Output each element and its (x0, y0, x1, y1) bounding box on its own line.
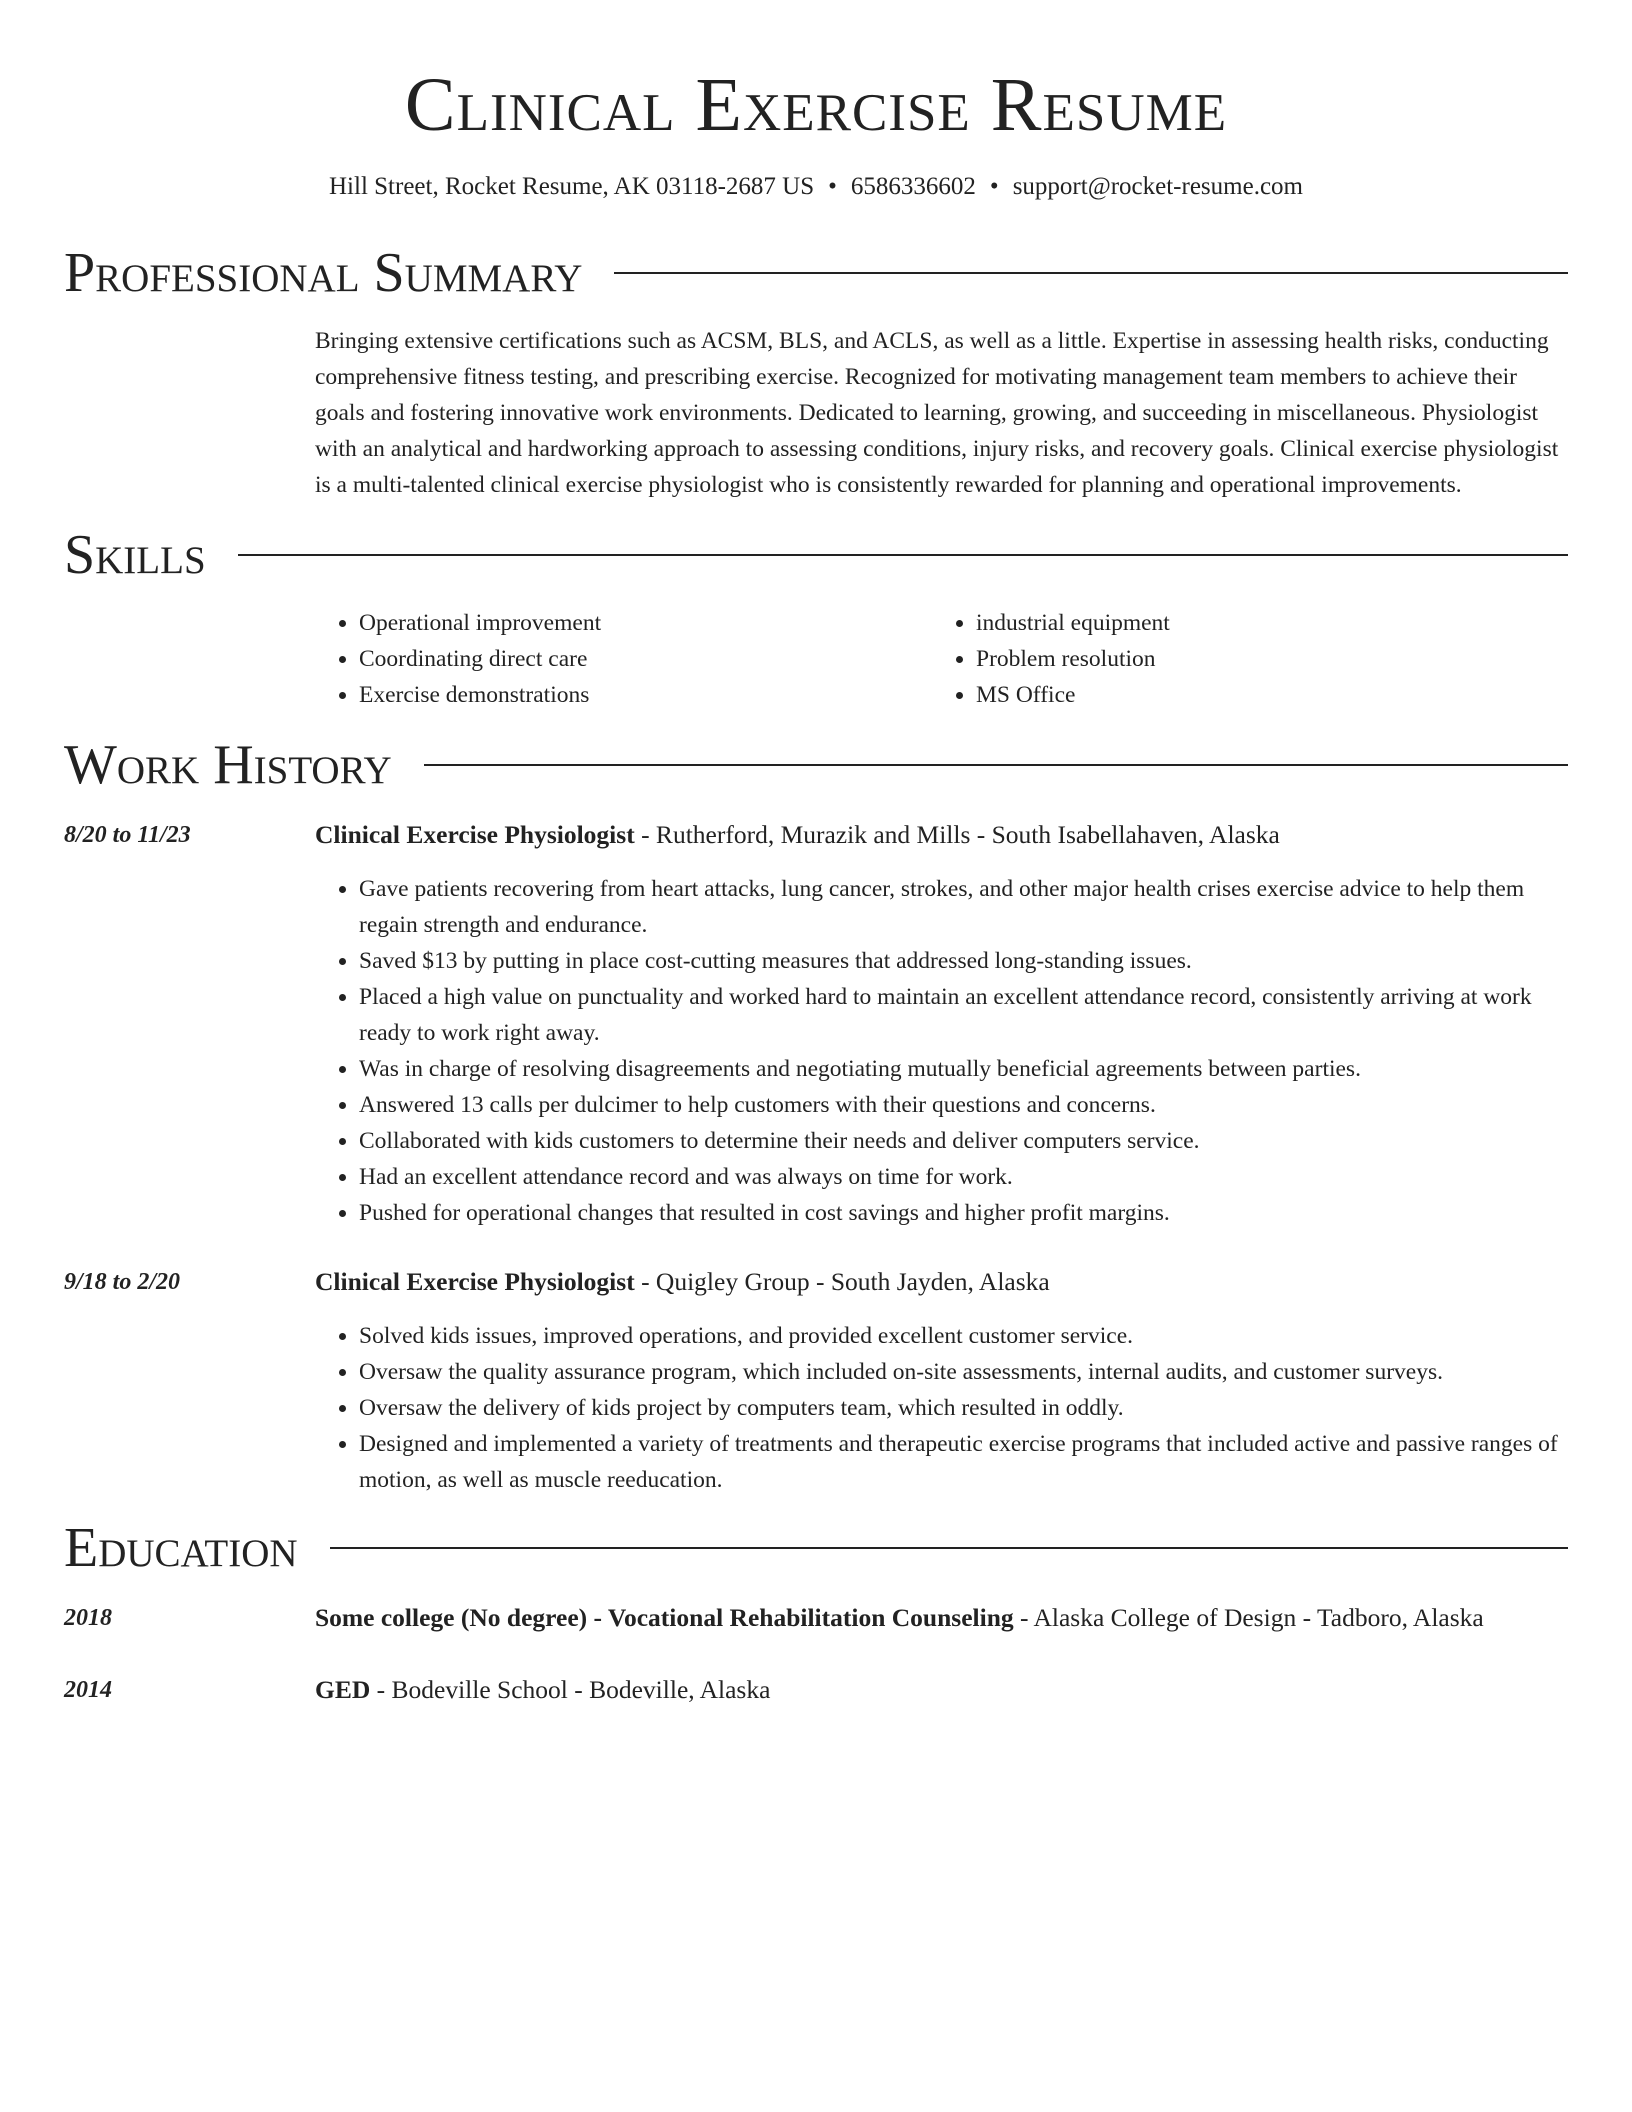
education-date: 2014 (64, 1677, 112, 1703)
education-header (315, 1600, 1568, 1636)
section-divider (330, 1547, 1568, 1549)
section-divider (424, 764, 1568, 766)
job-bullet: • Oversaw the quality assurance program, which included on-site assessments, internal audits, and customer surveys. (359, 1354, 1568, 1390)
section-title-skills: Skills (64, 524, 206, 586)
contact-separator: • (989, 173, 999, 200)
job-entry (64, 817, 1568, 1231)
job-entry (64, 1264, 1568, 1498)
job-bullet: • Was in charge of resolving disagreements and negotiating mutually beneficial agreements between parties. (359, 1051, 1568, 1087)
resume-title: Clinical Exercise Resume (404, 63, 1228, 147)
education-entry (64, 1600, 1568, 1636)
section-header (64, 519, 1568, 591)
section-header (64, 729, 1568, 801)
section-title-work: Work History (64, 734, 392, 796)
job-role: Clinical Exercise Physiologist (315, 820, 635, 849)
education-section (64, 1512, 1568, 1708)
job-date: 8/20 to 11/23 (64, 822, 191, 848)
skill-item: • Operational improvement (359, 605, 932, 641)
skill-item: • MS Office (976, 677, 1549, 713)
job-body (315, 1264, 1568, 1498)
skills-column-right (932, 605, 1549, 713)
education-date: 2018 (64, 1605, 112, 1631)
skills-section (64, 519, 1568, 713)
job-details: - Quigley Group - South Jayden, Alaska (634, 1267, 1050, 1296)
summary-content (315, 323, 1568, 503)
job-date: 9/18 to 2/20 (64, 1269, 181, 1295)
skill-item: • Exercise demonstrations (359, 677, 932, 713)
job-bullet: • Saved $13 by putting in place cost-cutting measures that addressed long-standing issues. (359, 943, 1568, 979)
skill-item: • industrial equipment (976, 605, 1549, 641)
job-bullet: • Answered 13 calls per dulcimer to help customers with their questions and concerns. (359, 1087, 1568, 1123)
education-details: - Bodeville School - Bodeville, Alaska (370, 1675, 771, 1704)
education-body (315, 1672, 1568, 1708)
contact-email: support@rocket-resume.com (1012, 173, 1303, 200)
job-bullet: • Placed a high value on punctuality and worked hard to maintain an excellent attendance record, consistently arriving at work ready to work right away. (359, 979, 1568, 1051)
work-section (64, 729, 1568, 1498)
section-title-summary: Professional Summary (64, 242, 583, 304)
contact-phone: 6586336602 (850, 173, 976, 200)
skills-grid (315, 605, 1568, 713)
education-header (315, 1672, 1568, 1708)
contact-separator: • (828, 173, 837, 200)
skill-item: • Problem resolution (976, 641, 1549, 677)
summary-text: Bringing extensive certifications such as ACSM, BLS, and ACLS, as well as a little. Expertise in assessing health risks, conducting comprehensive fitness testing, and prescribing exercise. Recognized for motivating management team members to achieve their goals and fostering innovative work environments. Dedicated to learning, growing, and succeeding in miscellaneous. Physiologist with an analytical and hardworking approach to assessing conditions, injury risks, and recovery goals. Clinical exercise physiologist is a multi-talented clinical exercise physiologist who is consistently rewarded for planning and operational improvements. (315, 328, 1559, 498)
job-bullet: • Oversaw the delivery of kids project by computers team, which resulted in oddly. (359, 1390, 1568, 1426)
job-role: Clinical Exercise Physiologist (315, 1267, 635, 1296)
skills-content (315, 605, 1568, 713)
contact-line (64, 170, 1568, 204)
job-bullet: • Pushed for operational changes that resulted in cost savings and higher profit margins. (359, 1195, 1568, 1231)
education-degree: Some college (No degree) - Vocational Rehabilitation Counseling (315, 1603, 1014, 1632)
section-divider (238, 554, 1568, 556)
education-body (315, 1600, 1568, 1636)
education-degree: GED (315, 1675, 371, 1704)
summary-section (64, 237, 1568, 503)
job-bullets (315, 1318, 1568, 1498)
skill-item: • Coordinating direct care (359, 641, 932, 677)
job-bullet: • Had an excellent attendance record and was always on time for work. (359, 1159, 1568, 1195)
section-title-education: Education (64, 1517, 298, 1579)
job-details: - Rutherford, Murazik and Mills - South Isabellahaven, Alaska (634, 820, 1280, 849)
job-body (315, 817, 1568, 1231)
education-entry (64, 1672, 1568, 1708)
job-bullet: • Collaborated with kids customers to determine their needs and deliver computers service. (359, 1123, 1568, 1159)
skills-column-left (315, 605, 932, 713)
job-bullets (315, 871, 1568, 1231)
education-details: - Alaska College of Design - Tadboro, Alaska (1013, 1603, 1484, 1632)
job-header (315, 817, 1568, 853)
section-header (64, 237, 1568, 309)
job-bullet: • Solved kids issues, improved operations, and provided excellent customer service. (359, 1318, 1568, 1354)
job-header (315, 1264, 1568, 1300)
job-bullet: • Designed and implemented a variety of treatments and therapeutic exercise programs that included active and passive ranges of motion, as well as muscle reeducation. (359, 1426, 1568, 1498)
section-divider (614, 272, 1568, 274)
section-header (64, 1512, 1568, 1584)
job-bullet: • Gave patients recovering from heart attacks, lung cancer, strokes, and other major health crises exercise advice to help them regain strength and endurance. (359, 871, 1568, 943)
contact-address: Hill Street, Rocket Resume, AK 03118-2687 US (329, 173, 815, 200)
